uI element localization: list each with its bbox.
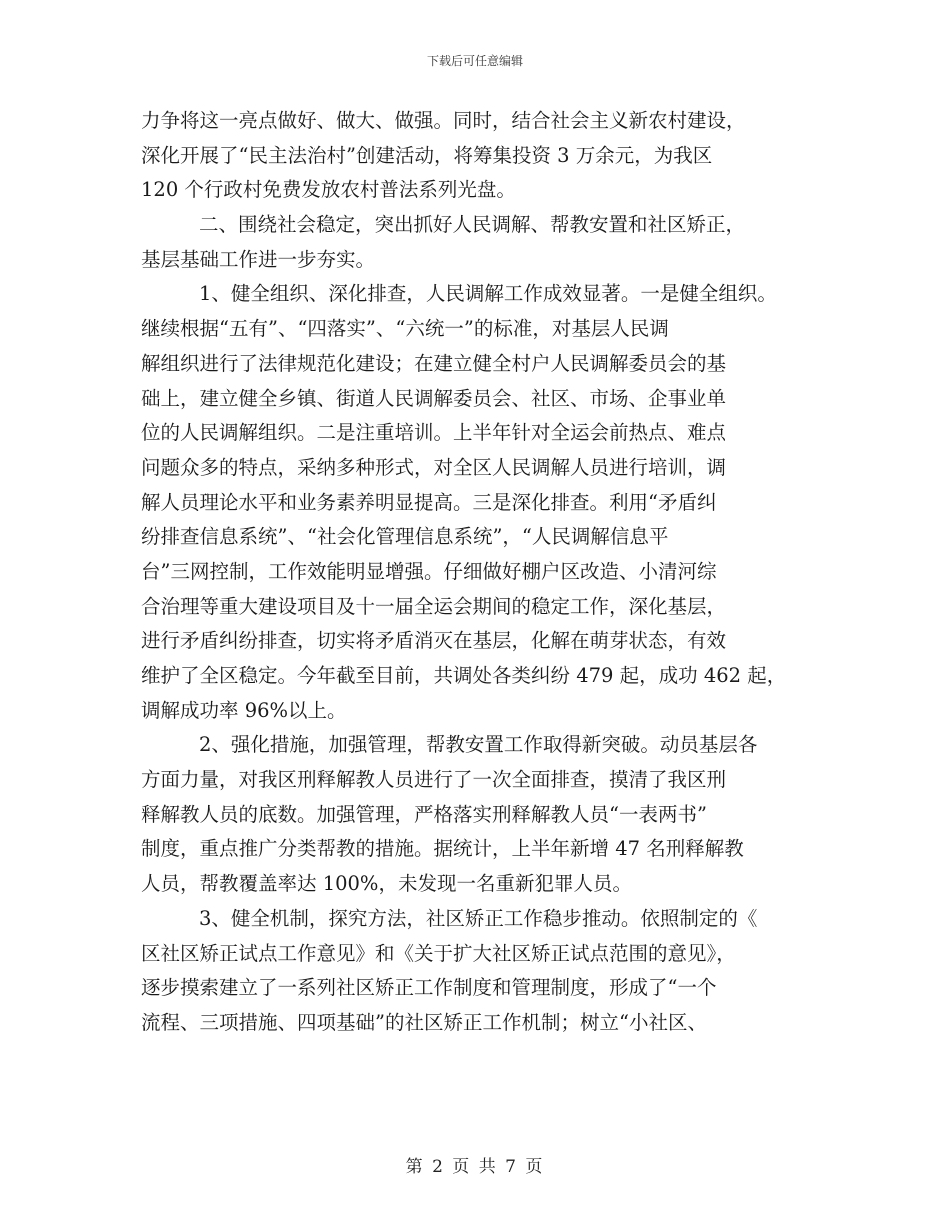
page-number-footer: 第 2 页 共 7 页: [405, 1157, 545, 1177]
section-heading-line: 二、围绕社会稳定，突出抓好人民调解、帮教安置和社区矫正，: [199, 213, 746, 237]
text-line: 深化开展了“民主法治村”创建活动，将筹集投资 3 万余元，为我区: [141, 143, 713, 167]
paragraph-start-line: 2、强化措施，加强管理，帮教安置工作取得新突破。动员基层各: [199, 733, 758, 757]
text-line: 解人员理论水平和业务素养明显提高。三是深化排查。利用“矛盾纠: [141, 490, 717, 514]
text-line: 120 个行政村免费发放农村普法系列光盘。: [141, 178, 516, 202]
text-line: 区社区矫正试点工作意见》和《关于扩大社区矫正试点范围的意见》，: [141, 941, 736, 965]
text-line: 制度，重点推广分类帮教的措施。据统计，上半年新增 47 名刑释解教: [141, 837, 744, 861]
text-line: 问题众多的特点，采纳多种形式，对全区人民调解人员进行培训，调: [141, 455, 727, 479]
paragraph-start-line: 1、健全组织、深化排查，人民调解工作成效显著。一是健全组织。: [199, 282, 777, 306]
document-body: [141, 104, 831, 1041]
text-line: 流程、三项措施、四项基础”的社区矫正工作机制；树立“小社区、: [141, 1010, 707, 1034]
text-line: 台”三网控制，工作效能明显增强。仔细做好棚户区改造、小清河综: [141, 559, 717, 583]
text-line: 人员，帮教覆盖率达 100%，未发现一名重新犯罪人员。: [141, 872, 632, 896]
text-line: 维护了全区稳定。今年截至目前，共调处各类纠纷 479 起，成功 462 起，: [141, 664, 787, 687]
text-line: 继续根据“五有”、“四落实”、“六统一”的标准，对基层人民调: [141, 317, 669, 341]
text-line: 解组织进行了法律规范化建设；在建立健全村户人民调解委员会的基: [141, 351, 727, 375]
text-line: 合治理等重大建设项目及十一届全运会期间的稳定工作，深化基层，: [141, 594, 727, 618]
text-line: 纷排查信息系统”、“社会化管理信息系统”，“人民调解信息平: [141, 525, 669, 549]
text-line: 力争将这一亮点做好、做大、做强。同时，结合社会主义新农村建设，: [141, 109, 746, 132]
section-heading-line: 基层基础工作进一步夯实。: [141, 247, 376, 271]
text-line: 逐步摸索建立了一系列社区矫正工作制度和管理制度，形成了“一个: [141, 976, 717, 1000]
text-line: 方面力量，对我区刑释解教人员进行了一次全面排查，摸清了我区刑: [141, 768, 727, 792]
paragraph-start-line: 3、健全机制，探究方法，社区矫正工作稳步推动。依照制定的《: [199, 906, 758, 930]
text-line: 调解成功率 96%以上。: [141, 698, 347, 722]
page-header: 下载后可任意编辑: [426, 54, 523, 68]
text-line: 础上，建立健全乡镇、街道人民调解委员会、社区、市场、企事业单: [141, 386, 727, 410]
text-line: 释解教人员的底数。加强管理，严格落实刑释解教人员“一表两书”: [141, 802, 707, 826]
text-line: 位的人民调解组织。二是注重培训。上半年针对全运会前热点、难点: [141, 421, 727, 445]
text-line: 进行矛盾纠纷排查，切实将矛盾消灭在基层，化解在萌芽状态，有效: [141, 629, 727, 653]
